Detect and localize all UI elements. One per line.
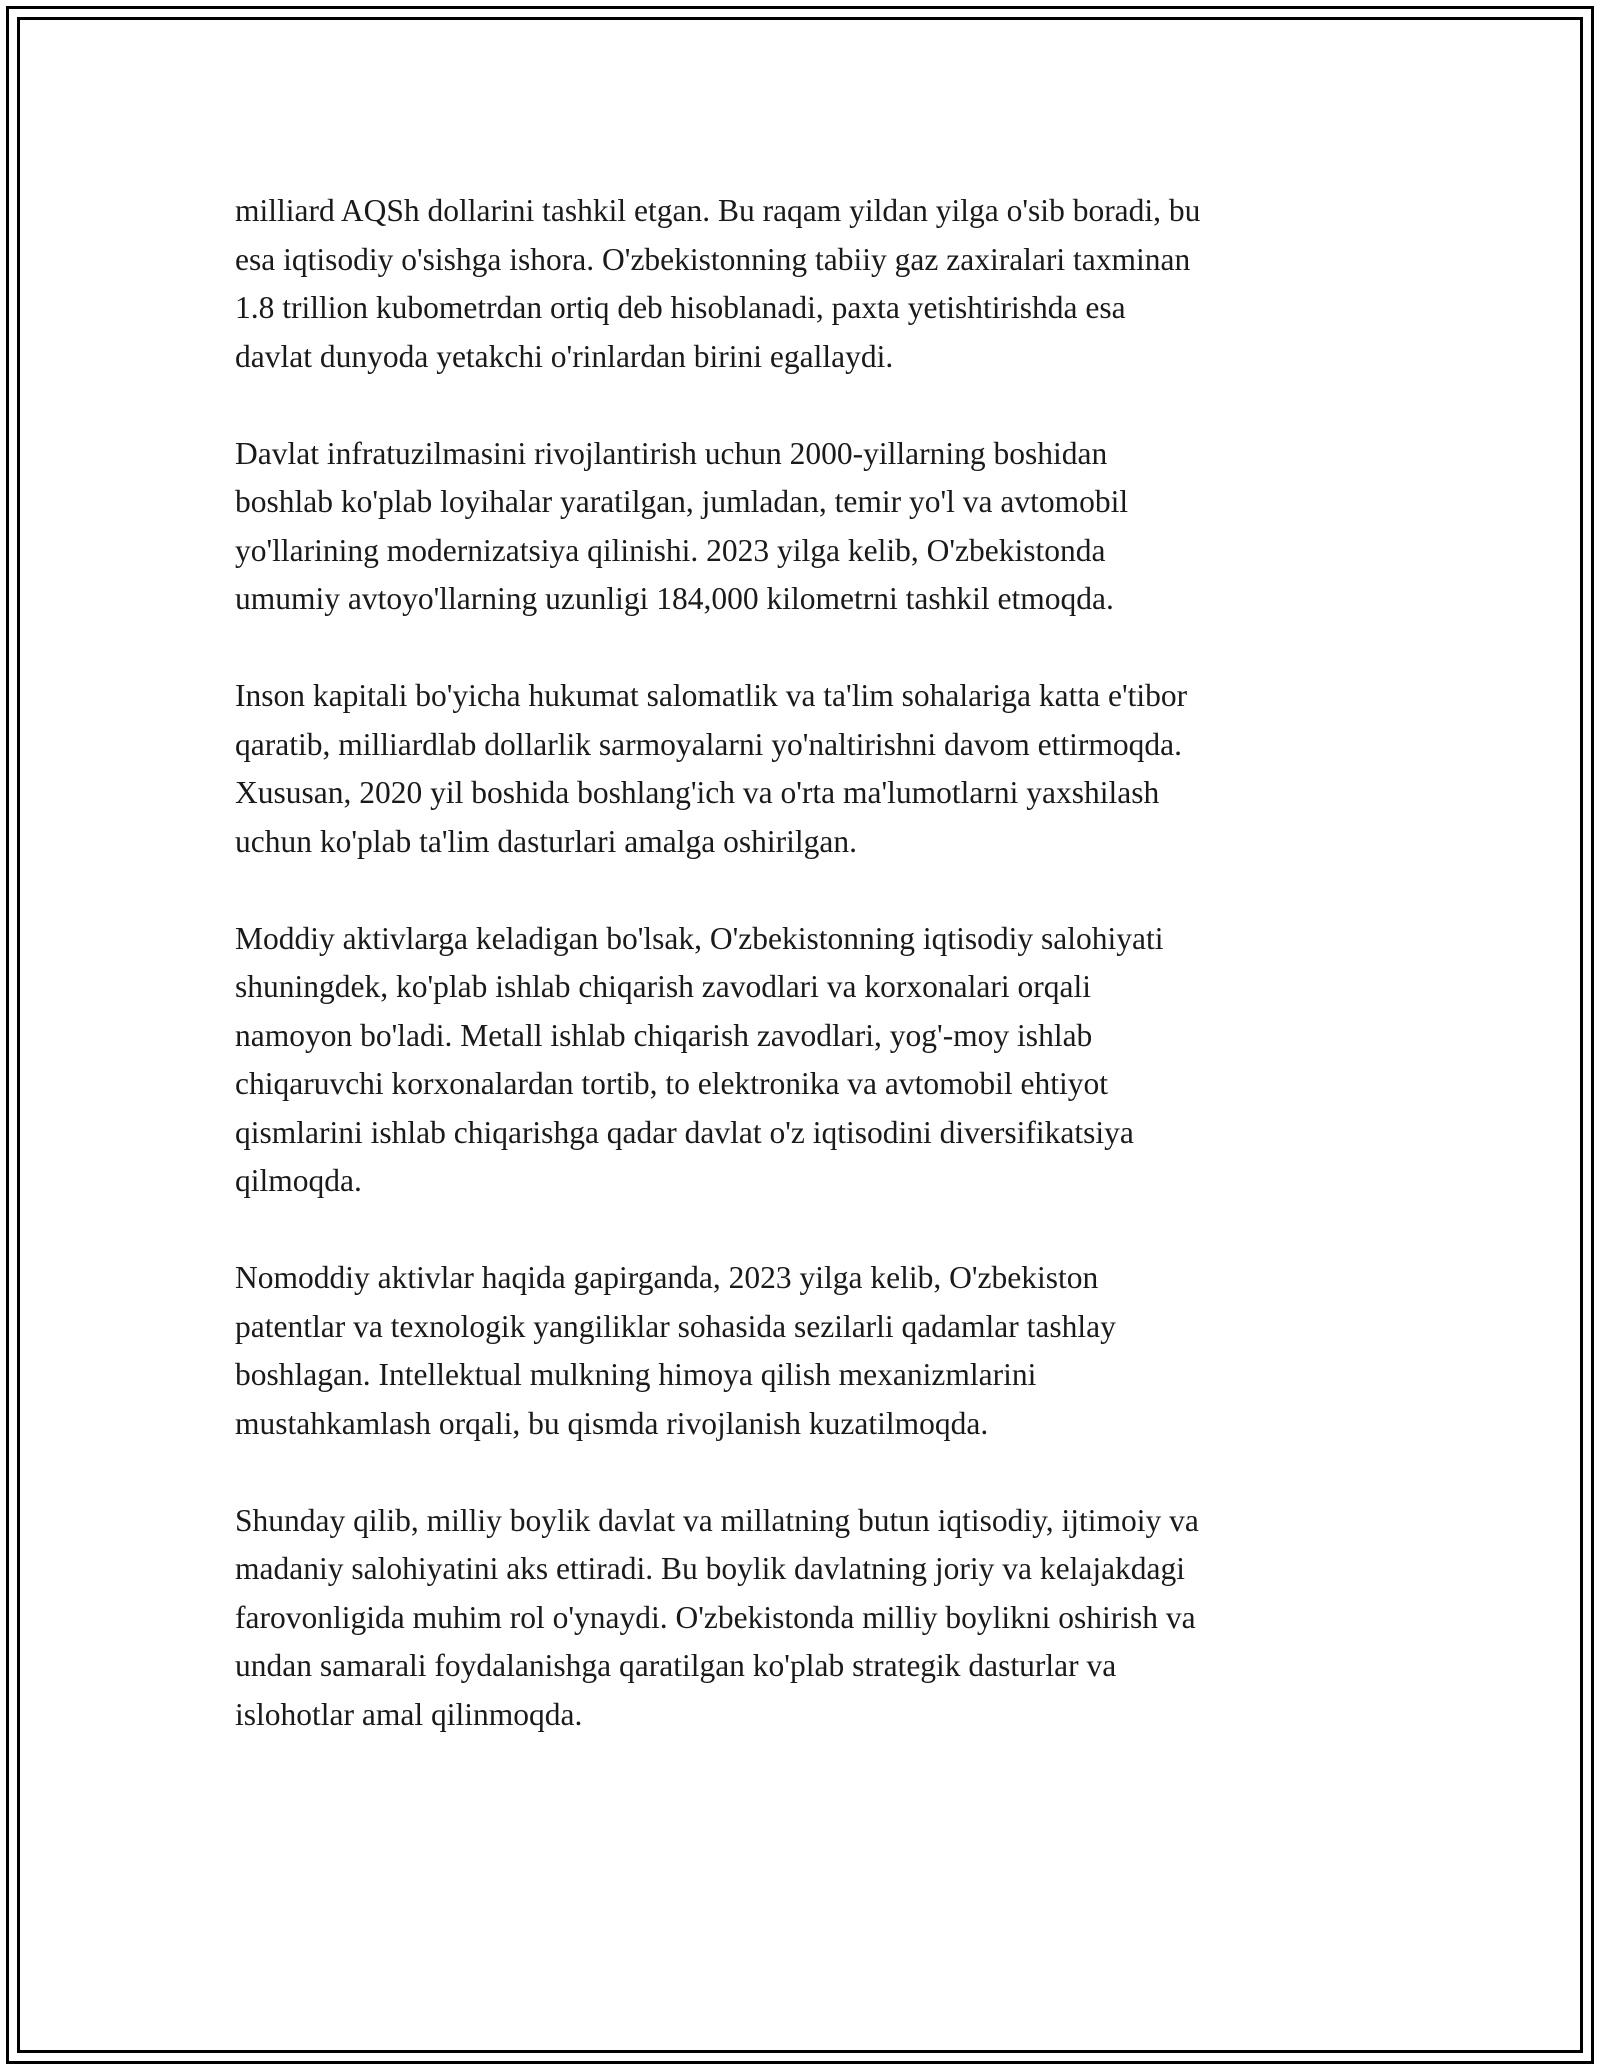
paragraph-6 xyxy=(235,1497,1385,1740)
paragraph-line: islohotlar amal qilinmoqda. xyxy=(235,1696,583,1732)
paragraph-line: boshlab ko'plab loyihalar yaratilgan, jumladan, temir yo'l va avtomobil xyxy=(235,484,1129,519)
paragraph-1 xyxy=(235,187,1385,381)
paragraph-line: Davlat infratuzilmasini rivojlantirish uchun 2000-yillarning boshidan xyxy=(235,435,1108,471)
paragraph-line: qismlarini ishlab chiqarishga qadar davlat o'z iqtisodini diversifikatsiya xyxy=(235,1114,1134,1150)
paragraph-line: uchun ko'plab ta'lim dasturlari amalga oshirilgan. xyxy=(235,823,857,859)
paragraph-line: shuningdek, ko'plab ishlab chiqarish zavodlari va korxonalari orqali xyxy=(235,969,1091,1004)
paragraph-line: davlat dunyoda yetakchi o'rinlardan birini egallaydi. xyxy=(235,338,894,374)
document-body xyxy=(235,187,1385,1739)
paragraph-line: chiqaruvchi korxonalardan tortib, to elektronika va avtomobil ehtiyot xyxy=(235,1066,1109,1101)
paragraph-line: farovonligida muhim rol o'ynaydi. O'zbekistonda milliy boylikni oshirish va xyxy=(235,1599,1196,1635)
paragraph-line: 1.8 trillion kubometrdan ortiq deb hisoblanadi, paxta yetishtirishda esa xyxy=(235,290,1126,325)
paragraph-line: madaniy salohiyatini aks ettiradi. Bu boylik davlatning joriy va kelajakdagi xyxy=(235,1551,1186,1586)
paragraph-line: Moddiy aktivlarga keladigan bo'lsak, O'zbekistonning iqtisodiy salohiyati xyxy=(235,920,1164,956)
paragraph-line: qaratib, milliardlab dollarlik sarmoyalarni yo'naltirishni davom ettirmoqda. xyxy=(235,726,1182,762)
paragraph-4 xyxy=(235,915,1385,1206)
paragraph-line: Xususan, 2020 yil boshida boshlang'ich va o'rta ma'lumotlarni yaxshilash xyxy=(235,775,1160,810)
paragraph-line: mustahkamlash orqali, bu qismda rivojlanish kuzatilmoqda. xyxy=(235,1405,989,1441)
paragraph-line: esa iqtisodiy o'sishga ishora. O'zbekistonning tabiiy gaz zaxiralari taxminan xyxy=(235,241,1191,277)
paragraph-line: undan samarali foydalanishga qaratilgan ko'plab strategik dasturlar va xyxy=(235,1648,1117,1683)
paragraph-line: boshlagan. Intellektual mulkning himoya qilish mexanizmlarini xyxy=(235,1357,1037,1392)
paragraph-line: namoyon bo'ladi. Metall ishlab chiqarish zavodlari, yog'-moy ishlab xyxy=(235,1017,1093,1053)
paragraph-line: umumiy avtoyo'llarning uzunligi 184,000 kilometrni tashkil etmoqda. xyxy=(235,581,1114,616)
paragraph-line: yo'llarining modernizatsiya qilinishi. 2023 yilga kelib, O'zbekistonda xyxy=(235,532,1106,568)
paragraph-line: milliard AQSh dollarini tashkil etgan. Bu raqam yildan yilga o'sib boradi, bu xyxy=(235,193,1201,228)
paragraph-5 xyxy=(235,1254,1385,1448)
paragraph-line: Inson kapitali bo'yicha hukumat salomatlik va ta'lim sohalariga katta e'tibor xyxy=(235,678,1188,713)
paragraph-line: Nomoddiy aktivlar haqida gapirganda, 2023 yilga kelib, O'zbekiston xyxy=(235,1260,1099,1295)
paragraph-3 xyxy=(235,672,1385,866)
paragraph-line: qilmoqda. xyxy=(235,1163,362,1198)
paragraph-line: patentlar va texnologik yangiliklar sohasida sezilarli qadamlar tashlay xyxy=(235,1308,1116,1344)
paragraph-line: Shunday qilib, milliy boylik davlat va millatning butun iqtisodiy, ijtimoiy va xyxy=(235,1502,1199,1538)
paragraph-2 xyxy=(235,430,1385,624)
